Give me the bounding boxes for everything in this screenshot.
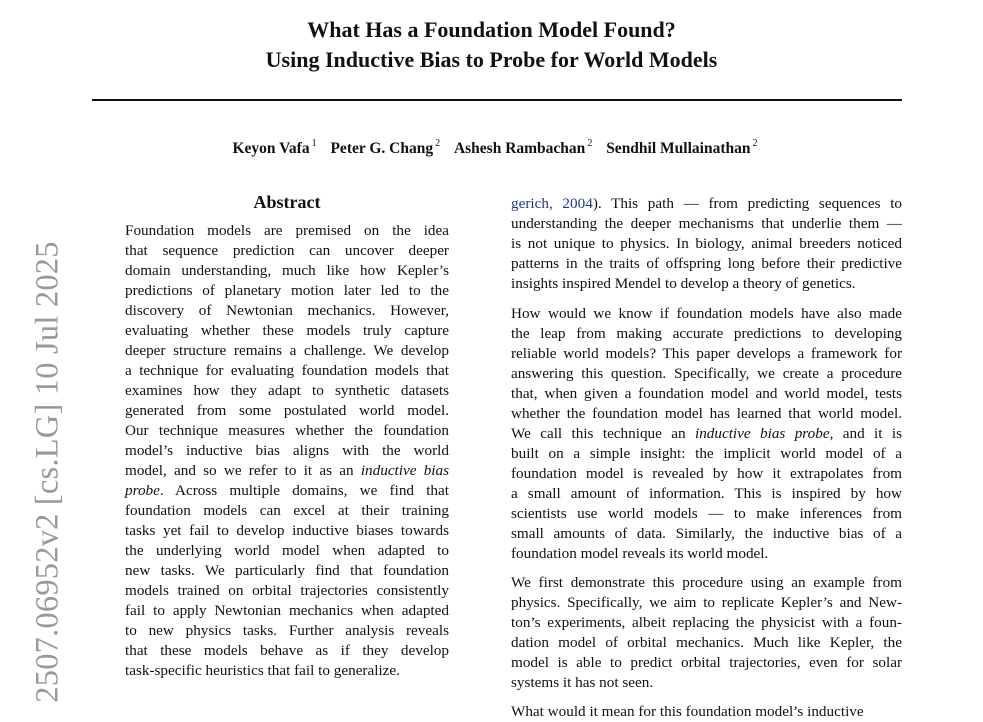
abstract-heading: Abstract bbox=[253, 192, 321, 212]
author-name: Peter G. Chang bbox=[330, 140, 434, 158]
intro-text: , and it is bbox=[829, 424, 902, 442]
abstract-line: to new physics tasks. Further analysis reveals bbox=[125, 622, 449, 639]
intro-line: is not unique to physics. In biology, animal breeders noticed bbox=[511, 235, 902, 252]
intro-line: that, when given a foundation model and world model, tests bbox=[511, 384, 902, 402]
intro-line bbox=[511, 424, 902, 444]
abstract-body bbox=[125, 221, 449, 681]
abstract-line: discovery of Newtonian mechanics. However, bbox=[125, 302, 449, 319]
intro-line: reliable world models? This paper develops a framework for bbox=[511, 344, 902, 362]
intro-line: model is able to predict orbital trajectories, even for solar bbox=[511, 654, 902, 671]
intro-line: ton’s experiments, albeit replacing the physicist with a foun- bbox=[511, 614, 902, 631]
author bbox=[606, 140, 757, 157]
abstract-line: evaluating whether these models truly capture bbox=[125, 322, 449, 339]
intro-line: the leap from making accurate predictions to developing bbox=[511, 324, 902, 342]
author-name: Ashesh Rambachan bbox=[453, 140, 586, 158]
author-affiliation: 2 bbox=[587, 138, 593, 149]
intro-line: systems it has not seen. bbox=[511, 674, 654, 691]
author-affiliation: 1 bbox=[311, 138, 317, 149]
abstract-line: generated from some postulated world model. bbox=[125, 402, 449, 419]
abstract-line: domain understanding, much like how Kepler’s bbox=[125, 262, 449, 279]
intro-line: answering this question. Specifically, we create a procedure bbox=[511, 364, 902, 382]
abstract-line: tasks yet fail to develop inductive biases towards bbox=[125, 522, 449, 539]
author-list bbox=[0, 135, 983, 159]
author-affiliation: 2 bbox=[435, 138, 441, 149]
intro-line: foundation model is revealed by how it extrapolates from bbox=[511, 464, 902, 482]
intro-text: We call this technique an bbox=[511, 424, 686, 442]
arxiv-identifier-stamp: 2507.06952v2 [cs.LG] 10 Jul 2025 bbox=[29, 241, 66, 703]
intro-line: We first demonstrate this procedure using an example from bbox=[511, 574, 902, 591]
author bbox=[233, 140, 317, 157]
intro-line: dation model of orbital mechanics. Much like Kepler, the bbox=[511, 634, 902, 651]
abstract-line: examines how they adapt to synthetic datasets bbox=[125, 382, 449, 399]
abstract-emphasis: inductive bias bbox=[360, 462, 450, 479]
author-name: Sendhil Mullainathan bbox=[606, 140, 751, 158]
intro-line: insights inspired Mendel to develop a theory of genetics. bbox=[511, 275, 856, 292]
author bbox=[330, 140, 440, 157]
intro-text: ). This path — from predicting sequences to bbox=[592, 195, 903, 212]
abstract-line: a technique for evaluating foundation models that bbox=[125, 362, 449, 379]
intro-emphasis: inductive bias probe bbox=[694, 424, 830, 442]
intro-line: understanding the deeper mechanisms that underlie them — bbox=[511, 215, 902, 232]
paper-title-line-1: What Has a Foundation Model Found? bbox=[307, 17, 676, 42]
clipped-intro-line: What would it mean for this foundation model’s inductive bbox=[511, 703, 864, 720]
author-affiliation: 2 bbox=[752, 138, 758, 149]
paragraph-gap bbox=[511, 564, 902, 574]
abstract-line: foundation models can excel at their training bbox=[125, 502, 449, 519]
intro-line: patterns in the traits of offspring long before their predictive bbox=[511, 255, 902, 272]
author bbox=[454, 140, 592, 157]
abstract-line: deeper structure remains a challenge. We develop bbox=[125, 342, 449, 359]
abstract-line: the underlying world model when adapted to bbox=[125, 542, 449, 559]
abstract-line: models trained on orbital trajectories consistently bbox=[125, 582, 449, 599]
abstract-line: fail to apply Newtonian mechanics when adapted bbox=[125, 602, 449, 619]
abstract-line bbox=[125, 481, 449, 501]
abstract-line: that sequence prediction can uncover deeper bbox=[125, 242, 449, 259]
abstract-text: model, and so we refer to it as an bbox=[125, 462, 354, 479]
abstract-emphasis: probe bbox=[125, 482, 160, 499]
intro-line: physics. Specifically, we aim to replicate Kepler’s and New- bbox=[511, 594, 902, 611]
intro-line: How would we know if foundation models have also made bbox=[511, 304, 902, 322]
abstract-line: new tasks. We particularly find that foundation bbox=[125, 562, 449, 579]
abstract-line: model’s inductive bias aligns with the world bbox=[125, 442, 449, 459]
abstract-line bbox=[125, 461, 449, 481]
citation-link[interactable]: gerich, 2004 bbox=[511, 195, 593, 212]
intro-line: built on a simple insight: the implicit world model of a bbox=[511, 444, 902, 462]
abstract-line: predictions of planetary motion later led to the bbox=[125, 282, 449, 299]
paper-title-line-2: Using Inductive Bias to Probe for World Models bbox=[265, 47, 718, 72]
intro-line: whether the foundation model has learned that world model. bbox=[511, 404, 902, 422]
abstract-line: task-specific heuristics that fail to generalize. bbox=[125, 662, 400, 679]
abstract-line: that these models behave as if they develop bbox=[125, 642, 449, 659]
intro-line: small amounts of data. Similarly, the inductive bias of a bbox=[511, 524, 902, 542]
author-name: Keyon Vafa bbox=[232, 140, 310, 158]
abstract-line: Our technique measures whether the foundation bbox=[125, 422, 449, 439]
intro-line bbox=[511, 194, 902, 214]
intro-line: scientists use world models — to make inferences from bbox=[511, 504, 902, 522]
abstract-line: Foundation models are premised on the idea bbox=[125, 222, 449, 239]
intro-line: foundation model reveals its world model. bbox=[511, 544, 769, 562]
abstract-text: . Across multiple domains, we find that bbox=[159, 482, 449, 499]
paragraph-gap bbox=[511, 294, 902, 304]
title-rule bbox=[92, 99, 902, 101]
introduction-column bbox=[511, 194, 902, 693]
intro-line: a small amount of information. This is inspired by how bbox=[511, 484, 902, 502]
